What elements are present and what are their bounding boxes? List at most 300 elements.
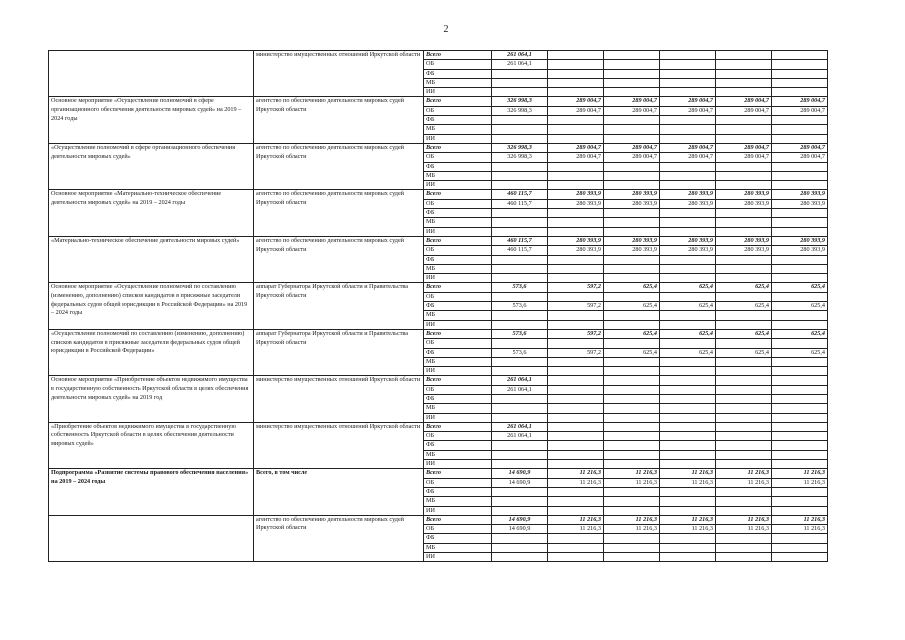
funding-source-cell: ОБ — [424, 432, 492, 441]
amount-cell — [660, 274, 716, 283]
amount-cell: 625,4 — [716, 302, 772, 311]
amount-cell: 11 216,3 — [548, 478, 604, 487]
amount-cell — [716, 487, 772, 496]
table-row-total — [49, 236, 828, 245]
amount-cell — [604, 171, 660, 180]
amount-cell — [660, 292, 716, 301]
amount-cell — [772, 497, 828, 506]
amount-cell: 625,4 — [772, 302, 828, 311]
amount-cell — [772, 60, 828, 69]
amount-cell: 625,4 — [772, 283, 828, 292]
amount-cell — [548, 69, 604, 78]
measure-name-cell: «Материально-техническое обеспечение деятельности мировых судей» — [49, 236, 254, 282]
amount-cell: 11 216,3 — [604, 469, 660, 478]
amount-cell — [660, 181, 716, 190]
amount-cell — [604, 116, 660, 125]
amount-cell — [604, 441, 660, 450]
page-number: 2 — [443, 24, 449, 35]
funding-source-cell: ИИ — [424, 274, 492, 283]
amount-cell — [660, 134, 716, 143]
amount-cell — [716, 534, 772, 543]
funding-source-cell: ФБ — [424, 487, 492, 496]
executor-cell: министерство имущественных отношений Иркутской области — [254, 51, 424, 97]
amount-cell: 280 393,9 — [660, 199, 716, 208]
amount-cell — [604, 181, 660, 190]
amount-cell: 289 004,7 — [604, 106, 660, 115]
amount-cell — [548, 255, 604, 264]
amount-cell — [660, 506, 716, 515]
funding-source-cell: Всего — [424, 283, 492, 292]
amount-cell — [716, 162, 772, 171]
amount-cell — [548, 460, 604, 469]
amount-cell — [604, 543, 660, 552]
amount-cell — [772, 543, 828, 552]
amount-cell — [548, 51, 604, 60]
amount-cell — [772, 357, 828, 366]
amount-cell — [548, 88, 604, 97]
amount-cell — [548, 506, 604, 515]
funding-source-cell: ИИ — [424, 88, 492, 97]
amount-cell: 280 393,9 — [660, 246, 716, 255]
amount-cell — [604, 255, 660, 264]
amount-cell — [716, 255, 772, 264]
amount-cell — [492, 69, 548, 78]
funding-source-cell: ОБ — [424, 60, 492, 69]
amount-cell — [772, 394, 828, 403]
funding-source-cell: ФБ — [424, 209, 492, 218]
amount-cell — [548, 385, 604, 394]
amount-cell — [716, 88, 772, 97]
amount-cell: 289 004,7 — [772, 153, 828, 162]
amount-cell — [604, 69, 660, 78]
amount-cell — [548, 441, 604, 450]
amount-cell — [492, 460, 548, 469]
executor-cell: агентство по обеспечению деятельности мировых судей Иркутской области — [254, 97, 424, 143]
amount-cell — [772, 450, 828, 459]
amount-cell — [716, 339, 772, 348]
amount-cell: 280 393,9 — [716, 236, 772, 245]
amount-cell — [492, 292, 548, 301]
funding-source-cell: ИИ — [424, 460, 492, 469]
amount-cell — [548, 264, 604, 273]
amount-cell — [604, 292, 660, 301]
funding-source-cell: ФБ — [424, 441, 492, 450]
amount-cell — [660, 255, 716, 264]
measure-name-cell: Подпрограмма «Развитие системы правового обеспечения населения» на 2019 – 2024 годы — [49, 469, 254, 515]
amount-cell — [660, 339, 716, 348]
amount-cell — [548, 432, 604, 441]
funding-source-cell: ОБ — [424, 106, 492, 115]
amount-cell: 289 004,7 — [548, 143, 604, 152]
amount-cell — [492, 506, 548, 515]
amount-cell — [492, 227, 548, 236]
amount-cell: 625,4 — [604, 329, 660, 338]
amount-cell — [772, 162, 828, 171]
amount-cell — [660, 69, 716, 78]
amount-cell: 280 393,9 — [548, 199, 604, 208]
amount-cell — [548, 487, 604, 496]
amount-cell — [772, 264, 828, 273]
amount-cell — [772, 218, 828, 227]
amount-cell — [660, 227, 716, 236]
amount-cell: 625,4 — [604, 302, 660, 311]
amount-cell: 11 216,3 — [548, 515, 604, 524]
funding-source-cell: МБ — [424, 125, 492, 134]
measure-name-cell: Основное мероприятие «Приобретение объектов недвижимого имущества в государственную собственность Иркутской области в целях обеспечения деятельности мировых судей» на 2019 год — [49, 376, 254, 422]
amount-cell — [604, 376, 660, 385]
amount-cell — [548, 376, 604, 385]
amount-cell — [604, 227, 660, 236]
amount-cell: 11 216,3 — [660, 478, 716, 487]
amount-cell — [772, 78, 828, 87]
amount-cell: 625,4 — [772, 329, 828, 338]
amount-cell — [604, 311, 660, 320]
amount-cell — [604, 78, 660, 87]
amount-cell: 460 115,7 — [492, 236, 548, 245]
amount-cell — [548, 274, 604, 283]
funding-source-cell: ИИ — [424, 553, 492, 562]
amount-cell — [492, 413, 548, 422]
funding-source-cell: Всего — [424, 329, 492, 338]
funding-source-cell: ФБ — [424, 255, 492, 264]
funding-source-cell: ОБ — [424, 153, 492, 162]
amount-cell — [492, 116, 548, 125]
measure-name-cell: Основное мероприятие «Осуществление полномочий в сфере организационного обеспечения деятельности мировых судей» на 2019 – 2024 годы — [49, 97, 254, 143]
amount-cell — [716, 69, 772, 78]
amount-cell — [716, 553, 772, 562]
amount-cell — [772, 320, 828, 329]
amount-cell — [772, 227, 828, 236]
table-row-total — [49, 376, 828, 385]
amount-cell: 597,2 — [548, 329, 604, 338]
amount-cell — [772, 125, 828, 134]
amount-cell — [548, 404, 604, 413]
amount-cell: 11 216,3 — [660, 469, 716, 478]
amount-cell — [548, 357, 604, 366]
amount-cell: 11 216,3 — [716, 525, 772, 534]
amount-cell — [660, 171, 716, 180]
amount-cell: 11 216,3 — [716, 478, 772, 487]
amount-cell — [604, 432, 660, 441]
amount-cell: 289 004,7 — [772, 106, 828, 115]
funding-source-cell: ИИ — [424, 227, 492, 236]
amount-cell: 14 690,9 — [492, 525, 548, 534]
amount-cell: 11 216,3 — [772, 469, 828, 478]
funding-source-cell: МБ — [424, 404, 492, 413]
amount-cell — [604, 274, 660, 283]
amount-cell: 261 064,1 — [492, 376, 548, 385]
amount-cell — [716, 450, 772, 459]
funding-source-cell: МБ — [424, 218, 492, 227]
amount-cell — [492, 394, 548, 403]
amount-cell — [772, 134, 828, 143]
amount-cell — [604, 218, 660, 227]
amount-cell — [716, 432, 772, 441]
amount-cell — [716, 171, 772, 180]
amount-cell — [660, 394, 716, 403]
amount-cell — [716, 134, 772, 143]
funding-source-cell: ИИ — [424, 413, 492, 422]
amount-cell — [604, 553, 660, 562]
amount-cell — [548, 339, 604, 348]
amount-cell — [660, 88, 716, 97]
table-row-total — [49, 515, 828, 524]
amount-cell — [772, 441, 828, 450]
amount-cell — [660, 487, 716, 496]
amount-cell: 597,2 — [548, 302, 604, 311]
amount-cell — [660, 376, 716, 385]
amount-cell: 280 393,9 — [716, 246, 772, 255]
amount-cell — [772, 274, 828, 283]
amount-cell: 289 004,7 — [772, 143, 828, 152]
budget-table — [48, 50, 828, 562]
amount-cell — [492, 404, 548, 413]
executor-cell: аппарат Губернатора Иркутской области и Правительства Иркутской области — [254, 329, 424, 375]
funding-source-cell: ФБ — [424, 394, 492, 403]
funding-source-cell: ФБ — [424, 534, 492, 543]
funding-source-cell: Всего — [424, 515, 492, 524]
amount-cell: 280 393,9 — [604, 246, 660, 255]
amount-cell: 573,6 — [492, 302, 548, 311]
amount-cell — [660, 125, 716, 134]
amount-cell — [548, 367, 604, 376]
amount-cell: 11 216,3 — [604, 515, 660, 524]
funding-source-cell: МБ — [424, 497, 492, 506]
amount-cell — [492, 134, 548, 143]
amount-cell: 625,4 — [772, 348, 828, 357]
amount-cell — [492, 367, 548, 376]
amount-cell: 261 064,1 — [492, 51, 548, 60]
amount-cell — [492, 534, 548, 543]
funding-source-cell: ФБ — [424, 348, 492, 357]
amount-cell — [660, 51, 716, 60]
amount-cell: 289 004,7 — [604, 143, 660, 152]
amount-cell: 11 216,3 — [604, 478, 660, 487]
amount-cell: 11 216,3 — [660, 525, 716, 534]
executor-cell: агентство по обеспечению деятельности мировых судей Иркутской области — [254, 143, 424, 189]
measure-name-cell — [49, 515, 254, 561]
funding-source-cell: ОБ — [424, 478, 492, 487]
funding-source-cell: ОБ — [424, 199, 492, 208]
amount-cell: 11 216,3 — [548, 525, 604, 534]
amount-cell — [772, 209, 828, 218]
amount-cell — [716, 274, 772, 283]
amount-cell — [660, 432, 716, 441]
amount-cell — [716, 441, 772, 450]
table-row-total — [49, 422, 828, 431]
funding-source-cell: ИИ — [424, 134, 492, 143]
amount-cell — [492, 218, 548, 227]
funding-source-cell: ИИ — [424, 367, 492, 376]
amount-cell: 573,6 — [492, 348, 548, 357]
amount-cell — [604, 209, 660, 218]
amount-cell: 326 998,3 — [492, 106, 548, 115]
amount-cell: 11 216,3 — [772, 515, 828, 524]
funding-source-cell: Всего — [424, 469, 492, 478]
amount-cell — [772, 506, 828, 515]
amount-cell: 280 393,9 — [772, 236, 828, 245]
amount-cell — [604, 487, 660, 496]
amount-cell — [604, 320, 660, 329]
amount-cell — [604, 413, 660, 422]
amount-cell — [660, 543, 716, 552]
amount-cell — [548, 181, 604, 190]
amount-cell — [604, 367, 660, 376]
funding-source-cell: ИИ — [424, 181, 492, 190]
amount-cell — [772, 69, 828, 78]
amount-cell: 625,4 — [660, 329, 716, 338]
amount-cell: 280 393,9 — [660, 236, 716, 245]
amount-cell: 289 004,7 — [548, 153, 604, 162]
amount-cell: 460 115,7 — [492, 246, 548, 255]
funding-source-cell: ФБ — [424, 116, 492, 125]
amount-cell — [660, 422, 716, 431]
amount-cell — [604, 339, 660, 348]
amount-cell — [660, 385, 716, 394]
executor-cell: аппарат Губернатора Иркутской области и Правительства Иркутской области — [254, 283, 424, 329]
executor-cell: министерство имущественных отношений Иркутской области — [254, 376, 424, 422]
amount-cell — [548, 134, 604, 143]
amount-cell — [604, 357, 660, 366]
amount-cell — [492, 171, 548, 180]
funding-source-cell: МБ — [424, 78, 492, 87]
amount-cell — [660, 60, 716, 69]
amount-cell — [548, 209, 604, 218]
amount-cell — [604, 404, 660, 413]
amount-cell — [716, 116, 772, 125]
funding-source-cell: Всего — [424, 236, 492, 245]
amount-cell — [772, 376, 828, 385]
measure-name-cell: Основное мероприятие «Материально-техническое обеспечение деятельности мировых судей» на 2019 – 2024 годы — [49, 190, 254, 236]
amount-cell: 14 690,9 — [492, 469, 548, 478]
amount-cell: 289 004,7 — [604, 153, 660, 162]
amount-cell — [660, 218, 716, 227]
amount-cell — [660, 311, 716, 320]
amount-cell — [660, 534, 716, 543]
amount-cell — [772, 385, 828, 394]
amount-cell — [772, 367, 828, 376]
amount-cell — [772, 487, 828, 496]
amount-cell — [604, 125, 660, 134]
amount-cell — [716, 78, 772, 87]
amount-cell: 625,4 — [660, 348, 716, 357]
funding-source-cell: ОБ — [424, 525, 492, 534]
amount-cell: 280 393,9 — [772, 246, 828, 255]
amount-cell — [716, 404, 772, 413]
amount-cell — [660, 497, 716, 506]
measure-name-cell: «Осуществление полномочий по составлению (изменению, дополнению) списков кандидатов в присяжные заседатели федеральных судов общей юрисдикции в Российской Федерации» — [49, 329, 254, 375]
measure-name-cell: Основное мероприятие «Осуществление полномочий по составлению (изменению, дополнению) списков кандидатов в присяжные заседатели федеральных судов общей юрисдикции в Российской Федерации» на 2019 – 2024 годы — [49, 283, 254, 329]
amount-cell — [548, 497, 604, 506]
amount-cell: 289 004,7 — [660, 106, 716, 115]
amount-cell — [492, 450, 548, 459]
amount-cell — [716, 311, 772, 320]
amount-cell — [716, 497, 772, 506]
executor-cell: министерство имущественных отношений Иркутской области — [254, 422, 424, 468]
funding-source-cell: ОБ — [424, 246, 492, 255]
amount-cell: 289 004,7 — [548, 97, 604, 106]
funding-source-cell: ИИ — [424, 506, 492, 515]
funding-source-cell: МБ — [424, 450, 492, 459]
amount-cell: 289 004,7 — [716, 106, 772, 115]
amount-cell — [548, 125, 604, 134]
amount-cell: 280 393,9 — [716, 190, 772, 199]
amount-cell: 625,4 — [604, 348, 660, 357]
funding-source-cell: Всего — [424, 143, 492, 152]
amount-cell — [660, 78, 716, 87]
amount-cell: 625,4 — [716, 348, 772, 357]
amount-cell: 11 216,3 — [716, 469, 772, 478]
amount-cell — [716, 543, 772, 552]
amount-cell — [660, 320, 716, 329]
amount-cell — [772, 432, 828, 441]
amount-cell — [716, 209, 772, 218]
amount-cell — [548, 171, 604, 180]
table-row-total — [49, 469, 828, 478]
amount-cell — [492, 209, 548, 218]
amount-cell — [604, 450, 660, 459]
amount-cell: 289 004,7 — [660, 97, 716, 106]
amount-cell — [492, 543, 548, 552]
amount-cell — [772, 88, 828, 97]
amount-cell — [548, 218, 604, 227]
amount-cell — [716, 218, 772, 227]
amount-cell: 261 064,1 — [492, 60, 548, 69]
funding-source-cell: ОБ — [424, 292, 492, 301]
amount-cell: 289 004,7 — [660, 153, 716, 162]
amount-cell — [604, 422, 660, 431]
amount-cell: 261 064,1 — [492, 385, 548, 394]
amount-cell: 597,2 — [548, 283, 604, 292]
amount-cell: 261 064,1 — [492, 432, 548, 441]
amount-cell — [492, 311, 548, 320]
amount-cell: 14 690,9 — [492, 515, 548, 524]
funding-source-cell: ИИ — [424, 320, 492, 329]
amount-cell — [772, 311, 828, 320]
amount-cell: 625,4 — [716, 283, 772, 292]
amount-cell: 326 998,3 — [492, 153, 548, 162]
amount-cell — [660, 116, 716, 125]
amount-cell — [716, 320, 772, 329]
amount-cell — [492, 553, 548, 562]
amount-cell — [548, 78, 604, 87]
amount-cell: 460 115,7 — [492, 199, 548, 208]
amount-cell — [772, 255, 828, 264]
amount-cell — [548, 162, 604, 171]
amount-cell — [660, 460, 716, 469]
amount-cell: 280 393,9 — [548, 246, 604, 255]
table-row-total — [49, 283, 828, 292]
funding-source-cell: Всего — [424, 51, 492, 60]
table-row-total — [49, 190, 828, 199]
amount-cell — [492, 339, 548, 348]
amount-cell: 280 393,9 — [548, 236, 604, 245]
measure-name-cell: «Приобретение объектов недвижимого имущества в государственную собственность Иркутской области в целях обеспечения деятельности мировых судей» — [49, 422, 254, 468]
amount-cell: 289 004,7 — [716, 153, 772, 162]
amount-cell — [548, 320, 604, 329]
amount-cell — [548, 534, 604, 543]
funding-source-cell: Всего — [424, 97, 492, 106]
amount-cell — [548, 394, 604, 403]
amount-cell — [772, 460, 828, 469]
amount-cell — [492, 181, 548, 190]
amount-cell: 280 393,9 — [604, 190, 660, 199]
funding-source-cell: Всего — [424, 376, 492, 385]
amount-cell — [492, 255, 548, 264]
amount-cell — [716, 385, 772, 394]
amount-cell — [492, 320, 548, 329]
amount-cell: 573,6 — [492, 329, 548, 338]
